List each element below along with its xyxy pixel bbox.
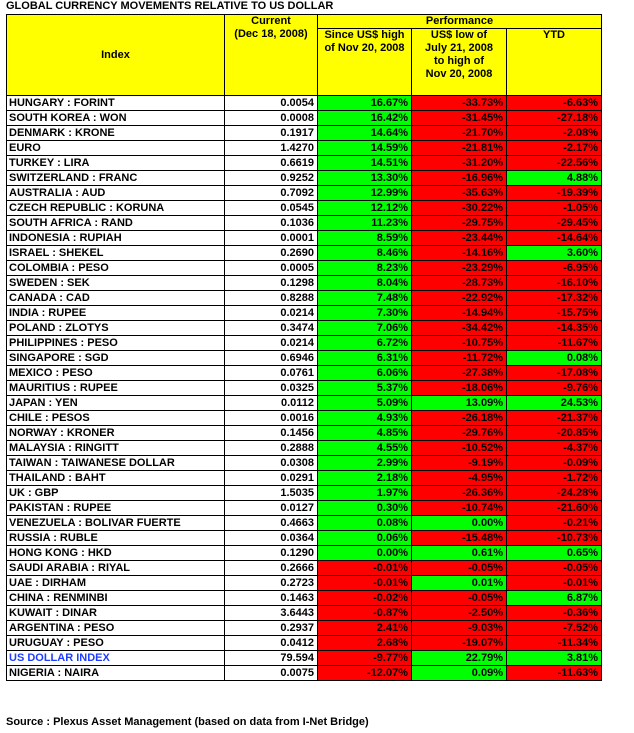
current-value-cell: 1.5035 [225,486,318,501]
low-to-high-cell: 22.79% [412,651,507,666]
since-high-cell: 6.72% [318,336,412,351]
currency-name-cell: THAILAND : BAHT [7,471,225,486]
since-high-cell: 2.68% [318,636,412,651]
since-high-cell: 4.85% [318,426,412,441]
since-high-cell: 5.37% [318,381,412,396]
current-value-cell: 0.1456 [225,426,318,441]
since-high-cell: 7.06% [318,321,412,336]
ytd-cell: -6.95% [507,261,602,276]
low-header [412,29,507,96]
table-row [7,486,602,501]
currency-name-cell: HUNGARY : FORINT [7,96,225,111]
current-value-cell: 0.6946 [225,351,318,366]
low-to-high-cell: -28.73% [412,276,507,291]
currency-name-cell: POLAND : ZLOTYS [7,321,225,336]
table-row [7,216,602,231]
table-row [7,321,602,336]
low-to-high-cell: -16.96% [412,171,507,186]
ytd-cell: -17.32% [507,291,602,306]
low-to-high-cell: -10.52% [412,441,507,456]
table-row [7,411,602,426]
since-high-cell: 1.97% [318,486,412,501]
since-high-cell: 0.08% [318,516,412,531]
low-header-line3: to high of [433,55,485,67]
since-high-cell: 0.30% [318,501,412,516]
currency-name-cell: PHILIPPINES : PESO [7,336,225,351]
table-title: GLOBAL CURRENCY MOVEMENTS RELATIVE TO US DOLLAR [6,0,334,12]
current-value-cell: 0.0016 [225,411,318,426]
table-row [7,441,602,456]
since-high-cell: 4.55% [318,441,412,456]
current-value-cell: 0.0325 [225,381,318,396]
currency-name-cell: SOUTH AFRICA : RAND [7,216,225,231]
table-row [7,606,602,621]
currency-name-cell: SAUDI ARABIA : RIYAL [7,561,225,576]
currency-name-cell: JAPAN : YEN [7,396,225,411]
current-value-cell: 0.0075 [225,666,318,681]
table-row [7,546,602,561]
table-row [7,261,602,276]
currency-name-cell: UK : GBP [7,486,225,501]
ytd-cell: -7.52% [507,621,602,636]
table-row [7,561,602,576]
table-row [7,336,602,351]
ytd-cell: -29.45% [507,216,602,231]
table-row [7,306,602,321]
low-to-high-cell: -30.22% [412,201,507,216]
low-to-high-cell: -34.42% [412,321,507,336]
currency-name-cell: ISRAEL : SHEKEL [7,246,225,261]
ytd-cell: -11.63% [507,666,602,681]
current-value-cell: 0.0112 [225,396,318,411]
current-value-cell: 0.0412 [225,636,318,651]
ytd-cell: -0.09% [507,456,602,471]
ytd-cell: 0.65% [507,546,602,561]
table-row [7,291,602,306]
table-row [7,126,602,141]
index-header: Index [7,15,225,96]
current-value-cell: 0.0214 [225,306,318,321]
current-header [225,15,318,96]
ytd-cell: 6.87% [507,591,602,606]
currency-name-cell: MEXICO : PESO [7,366,225,381]
currency-name-cell: CHILE : PESOS [7,411,225,426]
low-to-high-cell: -35.63% [412,186,507,201]
low-to-high-cell: -23.44% [412,231,507,246]
low-to-high-cell: 0.09% [412,666,507,681]
low-header-line2: July 21, 2008 [425,42,493,54]
currency-name-cell: RUSSIA : RUBLE [7,531,225,546]
low-to-high-cell: -14.94% [412,306,507,321]
since-high-cell: 14.51% [318,156,412,171]
low-to-high-cell: -33.73% [412,96,507,111]
currency-name-cell: CHINA : RENMINBI [7,591,225,606]
table-row [7,576,602,591]
currency-name-cell: CANADA : CAD [7,291,225,306]
ytd-cell: 24.53% [507,396,602,411]
currency-name-cell: VENEZUELA : BOLIVAR FUERTE [7,516,225,531]
currency-name-cell: TAIWAN : TAIWANESE DOLLAR [7,456,225,471]
since-high-cell: 8.23% [318,261,412,276]
since-high-cell: -0.87% [318,606,412,621]
performance-header: Performance [318,15,602,29]
low-to-high-cell: -14.16% [412,246,507,261]
table-row [7,636,602,651]
low-to-high-cell: 0.61% [412,546,507,561]
low-to-high-cell: -31.20% [412,156,507,171]
table-row [7,351,602,366]
table-row [7,231,602,246]
since-high-cell: 7.30% [318,306,412,321]
table-row [7,426,602,441]
currency-name-cell: TURKEY : LIRA [7,156,225,171]
current-value-cell: 0.2937 [225,621,318,636]
current-value-cell: 0.0005 [225,261,318,276]
table-row [7,456,602,471]
current-value-cell: 0.0364 [225,531,318,546]
current-value-cell: 0.6619 [225,156,318,171]
ytd-cell: -11.34% [507,636,602,651]
low-to-high-cell: 0.00% [412,516,507,531]
current-value-cell: 0.2690 [225,246,318,261]
ytd-cell: -2.17% [507,141,602,156]
since-header [318,29,412,96]
since-high-cell: 11.23% [318,216,412,231]
table-row [7,621,602,636]
currency-name-cell: ARGENTINA : PESO [7,621,225,636]
source-note: Source : Plexus Asset Management (based on data from I-Net Bridge) [6,716,369,728]
ytd-cell: -0.01% [507,576,602,591]
currency-name-cell: HONG KONG : HKD [7,546,225,561]
low-to-high-cell: -9.03% [412,621,507,636]
ytd-cell: 3.60% [507,246,602,261]
current-value-cell: 0.1463 [225,591,318,606]
ytd-cell: -14.35% [507,321,602,336]
current-value-cell: 0.1036 [225,216,318,231]
since-high-cell: -9.77% [318,651,412,666]
low-to-high-cell: -0.05% [412,561,507,576]
ytd-cell: -24.28% [507,486,602,501]
current-value-cell: 0.8288 [225,291,318,306]
currency-name-cell: EURO [7,141,225,156]
since-high-cell: 2.18% [318,471,412,486]
low-to-high-cell: -11.72% [412,351,507,366]
current-value-cell: 0.0308 [225,456,318,471]
since-high-cell: 6.31% [318,351,412,366]
since-high-cell: 12.12% [318,201,412,216]
ytd-cell: -20.85% [507,426,602,441]
low-to-high-cell: -29.76% [412,426,507,441]
low-to-high-cell: -15.48% [412,531,507,546]
table-row [7,516,602,531]
table-row [7,201,602,216]
low-to-high-cell: -0.05% [412,591,507,606]
currency-name-cell: DENMARK : KRONE [7,126,225,141]
ytd-cell: -11.67% [507,336,602,351]
ytd-cell: -22.56% [507,156,602,171]
ytd-cell: -0.21% [507,516,602,531]
ytd-cell: -27.18% [507,111,602,126]
current-value-cell: 0.0127 [225,501,318,516]
since-high-cell: 5.09% [318,396,412,411]
ytd-cell: -2.08% [507,126,602,141]
ytd-cell: -1.72% [507,471,602,486]
low-to-high-cell: -2.50% [412,606,507,621]
ytd-cell: -6.63% [507,96,602,111]
low-to-high-cell: -18.06% [412,381,507,396]
low-to-high-cell: -26.18% [412,411,507,426]
low-to-high-cell: -9.19% [412,456,507,471]
current-header-line1: Current [251,15,291,27]
ytd-cell: -10.73% [507,531,602,546]
table-row [7,141,602,156]
current-value-cell: 0.1290 [225,546,318,561]
current-value-cell: 0.2666 [225,561,318,576]
since-high-cell: 16.67% [318,96,412,111]
since-high-cell: 13.30% [318,171,412,186]
currency-name-cell: MALAYSIA : RINGITT [7,441,225,456]
current-value-cell: 3.6443 [225,606,318,621]
current-value-cell: 0.3474 [225,321,318,336]
current-value-cell: 0.0054 [225,96,318,111]
current-value-cell: 1.4270 [225,141,318,156]
low-to-high-cell: -10.74% [412,501,507,516]
current-value-cell: 0.1917 [225,126,318,141]
since-high-cell: 0.00% [318,546,412,561]
table-row [7,666,602,681]
low-to-high-cell: 0.01% [412,576,507,591]
since-high-cell: -0.01% [318,576,412,591]
current-value-cell: 79.594 [225,651,318,666]
table-row [7,186,602,201]
low-to-high-cell: -4.95% [412,471,507,486]
current-value-cell: 0.1298 [225,276,318,291]
currency-name-cell: SWEDEN : SEK [7,276,225,291]
since-high-cell: 6.06% [318,366,412,381]
ytd-cell: 0.08% [507,351,602,366]
ytd-cell: -19.39% [507,186,602,201]
current-value-cell: 0.0545 [225,201,318,216]
low-to-high-cell: 13.09% [412,396,507,411]
ytd-cell: -0.05% [507,561,602,576]
currency-name-cell: PAKISTAN : RUPEE [7,501,225,516]
ytd-cell: -14.64% [507,231,602,246]
low-to-high-cell: -22.92% [412,291,507,306]
currency-table [6,14,602,681]
since-high-cell: -0.01% [318,561,412,576]
since-high-cell: 8.46% [318,246,412,261]
currency-name-cell: UAE : DIRHAM [7,576,225,591]
currency-name-cell: AUSTRALIA : AUD [7,186,225,201]
since-high-cell: 8.04% [318,276,412,291]
table-row [7,396,602,411]
table-row [7,471,602,486]
table-row [7,651,602,666]
since-high-cell: 2.41% [318,621,412,636]
currency-name-cell: US DOLLAR INDEX [7,651,225,666]
low-to-high-cell: -21.70% [412,126,507,141]
current-value-cell: 0.0001 [225,231,318,246]
currency-name-cell: INDIA : RUPEE [7,306,225,321]
currency-name-cell: NIGERIA : NAIRA [7,666,225,681]
currency-name-cell: URUGUAY : PESO [7,636,225,651]
low-to-high-cell: -21.81% [412,141,507,156]
ytd-cell: -21.60% [507,501,602,516]
low-to-high-cell: -19.07% [412,636,507,651]
current-value-cell: 0.0214 [225,336,318,351]
current-value-cell: 0.0761 [225,366,318,381]
ytd-cell: -0.36% [507,606,602,621]
since-high-cell: 8.59% [318,231,412,246]
low-to-high-cell: -26.36% [412,486,507,501]
ytd-cell: -1.05% [507,201,602,216]
currency-name-cell: SINGAPORE : SGD [7,351,225,366]
current-header-line2: (Dec 18, 2008) [234,28,308,40]
ytd-cell: -16.10% [507,276,602,291]
table-row [7,381,602,396]
since-high-cell: 14.59% [318,141,412,156]
ytd-header: YTD [507,29,602,96]
current-value-cell: 0.9252 [225,171,318,186]
current-value-cell: 0.2888 [225,441,318,456]
current-value-cell: 0.0291 [225,471,318,486]
low-to-high-cell: -29.75% [412,216,507,231]
table-row [7,111,602,126]
low-to-high-cell: -23.29% [412,261,507,276]
current-value-cell: 0.0008 [225,111,318,126]
current-value-cell: 0.7092 [225,186,318,201]
since-high-cell: -0.02% [318,591,412,606]
since-header-line1: Since US$ high [324,29,405,41]
ytd-cell: 4.88% [507,171,602,186]
since-high-cell: 12.99% [318,186,412,201]
current-value-cell: 0.2723 [225,576,318,591]
ytd-cell: -4.37% [507,441,602,456]
table-row [7,156,602,171]
since-header-line2: of Nov 20, 2008 [324,42,405,54]
ytd-cell: 3.81% [507,651,602,666]
since-high-cell: 16.42% [318,111,412,126]
table-row [7,96,602,111]
currency-name-cell: SWITZERLAND : FRANC [7,171,225,186]
low-header-line4: Nov 20, 2008 [425,68,493,80]
table-row [7,501,602,516]
currency-name-cell: SOUTH KOREA : WON [7,111,225,126]
currency-name-cell: COLOMBIA : PESO [7,261,225,276]
low-to-high-cell: -31.45% [412,111,507,126]
currency-name-cell: MAURITIUS : RUPEE [7,381,225,396]
since-high-cell: -12.07% [318,666,412,681]
low-to-high-cell: -27.38% [412,366,507,381]
table-row [7,276,602,291]
currency-name-cell: KUWAIT : DINAR [7,606,225,621]
since-high-cell: 4.93% [318,411,412,426]
low-header-line1: US$ low of [430,29,488,41]
ytd-cell: -21.37% [507,411,602,426]
table-row [7,171,602,186]
currency-name-cell: NORWAY : KRONER [7,426,225,441]
current-value-cell: 0.4663 [225,516,318,531]
since-high-cell: 7.48% [318,291,412,306]
since-high-cell: 14.64% [318,126,412,141]
table-row [7,366,602,381]
since-high-cell: 0.06% [318,531,412,546]
low-to-high-cell: -10.75% [412,336,507,351]
ytd-cell: -15.75% [507,306,602,321]
table-row [7,531,602,546]
ytd-cell: -9.76% [507,381,602,396]
table-row [7,591,602,606]
since-high-cell: 2.99% [318,456,412,471]
ytd-cell: -17.08% [507,366,602,381]
table-row [7,246,602,261]
currency-name-cell: CZECH REPUBLIC : KORUNA [7,201,225,216]
currency-name-cell: INDONESIA : RUPIAH [7,231,225,246]
